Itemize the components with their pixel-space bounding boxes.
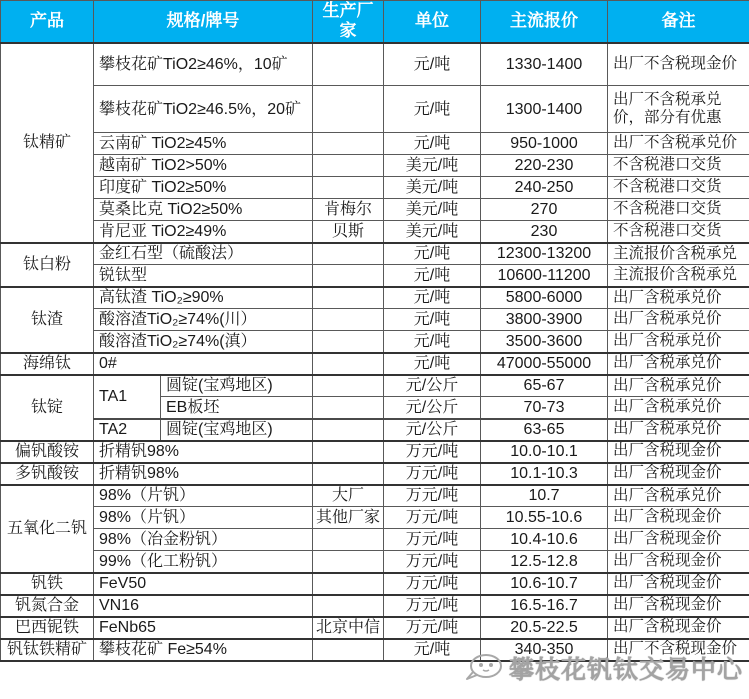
spec-cell: 攀枝花矿 Fe≥54% [94, 639, 313, 661]
table-row [1, 441, 749, 463]
price-cell: 220-230 [481, 155, 608, 177]
unit-cell: 元/吨 [384, 331, 481, 353]
price-cell: 10.55-10.6 [481, 507, 608, 529]
spec-cell: 0# [94, 353, 313, 375]
spec-cell: 酸溶渣TiO₂≥74%(滇） [94, 331, 313, 353]
note-cell: 不含税港口交货 [608, 177, 749, 199]
price-cell: 10.6-10.7 [481, 573, 608, 595]
product-cell: 钛锭 [1, 375, 94, 441]
unit-cell: 元/吨 [384, 353, 481, 375]
table-row [1, 375, 749, 397]
table-row [1, 155, 749, 177]
note-cell: 出厂含税承兑价 [608, 309, 749, 331]
table-row [1, 221, 749, 243]
price-cell: 12300-13200 [481, 243, 608, 265]
price-cell: 70-73 [481, 397, 608, 419]
manufacturer-cell [313, 639, 384, 661]
table-row [1, 551, 749, 573]
manufacturer-cell [313, 595, 384, 617]
note-cell: 出厂不含税承兑价，部分有优惠 [608, 86, 749, 133]
manufacturer-cell: 北京中信 [313, 617, 384, 639]
unit-cell: 美元/吨 [384, 177, 481, 199]
spec-cell: 锐钛型 [94, 265, 313, 287]
note-cell: 主流报价含税承兑 [608, 243, 749, 265]
header-note: 备注 [608, 1, 749, 43]
spec-cell: 折精钒98% [94, 463, 313, 485]
form-cell: 圆锭(宝鸡地区) [161, 375, 313, 397]
manufacturer-cell [313, 397, 384, 419]
price-cell: 10600-11200 [481, 265, 608, 287]
price-cell: 3500-3600 [481, 331, 608, 353]
manufacturer-cell [313, 419, 384, 441]
spec-cell: 98%（冶金粉钒） [94, 529, 313, 551]
grade-cell: TA1 [94, 375, 161, 419]
price-cell: 65-67 [481, 375, 608, 397]
unit-cell: 元/吨 [384, 43, 481, 86]
note-cell: 出厂含税现金价 [608, 529, 749, 551]
price-cell: 950-1000 [481, 133, 608, 155]
product-cell: 钛精矿 [1, 43, 94, 243]
note-cell: 不含税港口交货 [608, 155, 749, 177]
note-cell: 出厂含税现金价 [608, 551, 749, 573]
note-cell: 出厂含税承兑价 [608, 331, 749, 353]
manufacturer-cell [313, 441, 384, 463]
manufacturer-cell [313, 43, 384, 86]
spec-cell: 98%（片钒） [94, 507, 313, 529]
unit-cell: 万元/吨 [384, 529, 481, 551]
manufacturer-cell: 贝斯 [313, 221, 384, 243]
manufacturer-cell [313, 529, 384, 551]
note-cell: 出厂含税现金价 [608, 617, 749, 639]
note-cell: 出厂含税现金价 [608, 441, 749, 463]
product-cell: 五氧化二钒 [1, 485, 94, 573]
price-cell: 3800-3900 [481, 309, 608, 331]
unit-cell: 元/吨 [384, 309, 481, 331]
product-cell: 多钒酸铵 [1, 463, 94, 485]
manufacturer-cell [313, 309, 384, 331]
unit-cell: 元/吨 [384, 243, 481, 265]
note-cell: 出厂不含税现金价 [608, 639, 749, 661]
unit-cell: 元/吨 [384, 86, 481, 133]
price-cell: 340-350 [481, 639, 608, 661]
spec-cell: 莫桑比克 TiO2≥50% [94, 199, 313, 221]
table-row [1, 353, 749, 375]
watermark-text: 攀枝花钒钛交易中心 [508, 656, 743, 684]
note-cell: 出厂不含税现金价 [608, 43, 749, 86]
table-row [1, 507, 749, 529]
manufacturer-cell: 肯梅尔 [313, 199, 384, 221]
price-cell: 10.1-10.3 [481, 463, 608, 485]
panda-chat-logo-icon [463, 652, 505, 684]
spec-cell: 印度矿 TiO2≥50% [94, 177, 313, 199]
table-row [1, 287, 749, 309]
unit-cell: 万元/吨 [384, 595, 481, 617]
spec-cell: 云南矿 TiO2≥45% [94, 133, 313, 155]
unit-cell: 元/吨 [384, 639, 481, 661]
unit-cell: 元/公斤 [384, 419, 481, 441]
note-cell: 出厂含税现金价 [608, 595, 749, 617]
unit-cell: 万元/吨 [384, 617, 481, 639]
manufacturer-cell [313, 133, 384, 155]
table-row [1, 243, 749, 265]
unit-cell: 万元/吨 [384, 463, 481, 485]
note-cell: 主流报价含税承兑 [608, 265, 749, 287]
manufacturer-cell: 大厂 [313, 485, 384, 507]
price-cell: 10.0-10.1 [481, 441, 608, 463]
price-cell: 230 [481, 221, 608, 243]
table-row [1, 573, 749, 595]
spec-cell: FeNb65 [94, 617, 313, 639]
unit-cell: 元/公斤 [384, 375, 481, 397]
table-row [1, 177, 749, 199]
unit-cell: 元/吨 [384, 265, 481, 287]
table-row [1, 595, 749, 617]
manufacturer-cell [313, 353, 384, 375]
product-cell: 钒铁 [1, 573, 94, 595]
header-price: 主流报价 [481, 1, 608, 43]
note-cell: 出厂含税现金价 [608, 463, 749, 485]
unit-cell: 万元/吨 [384, 551, 481, 573]
table-row [1, 133, 749, 155]
header-spec: 规格/牌号 [94, 1, 313, 43]
header-unit: 单位 [384, 1, 481, 43]
manufacturer-cell [313, 331, 384, 353]
unit-cell: 万元/吨 [384, 485, 481, 507]
unit-cell: 美元/吨 [384, 221, 481, 243]
note-cell: 不含税港口交货 [608, 199, 749, 221]
grade-cell: TA2 [94, 419, 161, 441]
price-cell: 1300-1400 [481, 86, 608, 133]
manufacturer-cell [313, 287, 384, 309]
product-cell: 巴西铌铁 [1, 617, 94, 639]
table-row [1, 43, 749, 86]
price-cell: 240-250 [481, 177, 608, 199]
price-cell: 63-65 [481, 419, 608, 441]
price-cell: 5800-6000 [481, 287, 608, 309]
table-row [1, 463, 749, 485]
manufacturer-cell [313, 155, 384, 177]
spec-cell: VN16 [94, 595, 313, 617]
price-cell: 20.5-22.5 [481, 617, 608, 639]
header-manufacturer: 生产厂家 [313, 1, 384, 43]
note-cell: 出厂含税现金价 [608, 507, 749, 529]
table-row [1, 529, 749, 551]
note-cell: 出厂含税现金价 [608, 573, 749, 595]
table-row [1, 309, 749, 331]
spec-cell: 99%（化工粉钒） [94, 551, 313, 573]
note-cell: 出厂含税承兑价 [608, 353, 749, 375]
manufacturer-cell [313, 243, 384, 265]
table-row [1, 331, 749, 353]
spec-cell: 酸溶渣TiO₂≥74%(川） [94, 309, 313, 331]
product-cell: 钛白粉 [1, 243, 94, 287]
table-row [1, 485, 749, 507]
manufacturer-cell [313, 375, 384, 397]
price-cell: 10.4-10.6 [481, 529, 608, 551]
spec-cell: 折精钒98% [94, 441, 313, 463]
product-cell: 钒钛铁精矿 [1, 639, 94, 661]
manufacturer-cell: 其他厂家 [313, 507, 384, 529]
manufacturer-cell [313, 551, 384, 573]
note-cell: 出厂含税承兑价 [608, 485, 749, 507]
unit-cell: 元/吨 [384, 287, 481, 309]
unit-cell: 万元/吨 [384, 573, 481, 595]
spec-cell: 攀枝花矿TiO2≥46.5%，20矿 [94, 86, 313, 133]
price-cell: 47000-55000 [481, 353, 608, 375]
price-cell: 16.5-16.7 [481, 595, 608, 617]
product-cell: 钒氮合金 [1, 595, 94, 617]
header-row [1, 1, 749, 43]
unit-cell: 元/吨 [384, 133, 481, 155]
form-cell: EB板坯 [161, 397, 313, 419]
table-row [1, 617, 749, 639]
table-row [1, 265, 749, 287]
product-cell: 偏钒酸铵 [1, 441, 94, 463]
table-row [1, 86, 749, 133]
table-row [1, 199, 749, 221]
spec-cell: 98%（片钒） [94, 485, 313, 507]
manufacturer-cell [313, 463, 384, 485]
note-cell: 出厂含税承兑价 [608, 287, 749, 309]
unit-cell: 元/公斤 [384, 397, 481, 419]
form-cell: 圆锭(宝鸡地区) [161, 419, 313, 441]
table-row [1, 419, 749, 441]
spec-cell: 攀枝花矿TiO2≥46%，10矿 [94, 43, 313, 86]
price-cell: 270 [481, 199, 608, 221]
spec-cell: 高钛渣 TiO₂≥90% [94, 287, 313, 309]
price-cell: 10.7 [481, 485, 608, 507]
price-cell: 12.5-12.8 [481, 551, 608, 573]
manufacturer-cell [313, 177, 384, 199]
product-cell: 钛渣 [1, 287, 94, 353]
manufacturer-cell [313, 86, 384, 133]
note-cell: 出厂含税承兑价 [608, 397, 749, 419]
unit-cell: 万元/吨 [384, 441, 481, 463]
product-cell: 海绵钛 [1, 353, 94, 375]
manufacturer-cell [313, 573, 384, 595]
unit-cell: 万元/吨 [384, 507, 481, 529]
manufacturer-cell [313, 265, 384, 287]
unit-cell: 美元/吨 [384, 155, 481, 177]
spec-cell: 越南矿 TiO2>50% [94, 155, 313, 177]
note-cell: 出厂不含税承兑价 [608, 133, 749, 155]
price-cell: 1330-1400 [481, 43, 608, 86]
spec-cell: FeV50 [94, 573, 313, 595]
spec-cell: 肯尼亚 TiO2≥49% [94, 221, 313, 243]
note-cell: 不含税港口交货 [608, 221, 749, 243]
unit-cell: 美元/吨 [384, 199, 481, 221]
spec-cell: 金红石型（硫酸法） [94, 243, 313, 265]
header-product: 产品 [1, 1, 94, 43]
note-cell: 出厂含税承兑价 [608, 419, 749, 441]
watermark [463, 650, 743, 686]
note-cell: 出厂含税承兑价 [608, 375, 749, 397]
